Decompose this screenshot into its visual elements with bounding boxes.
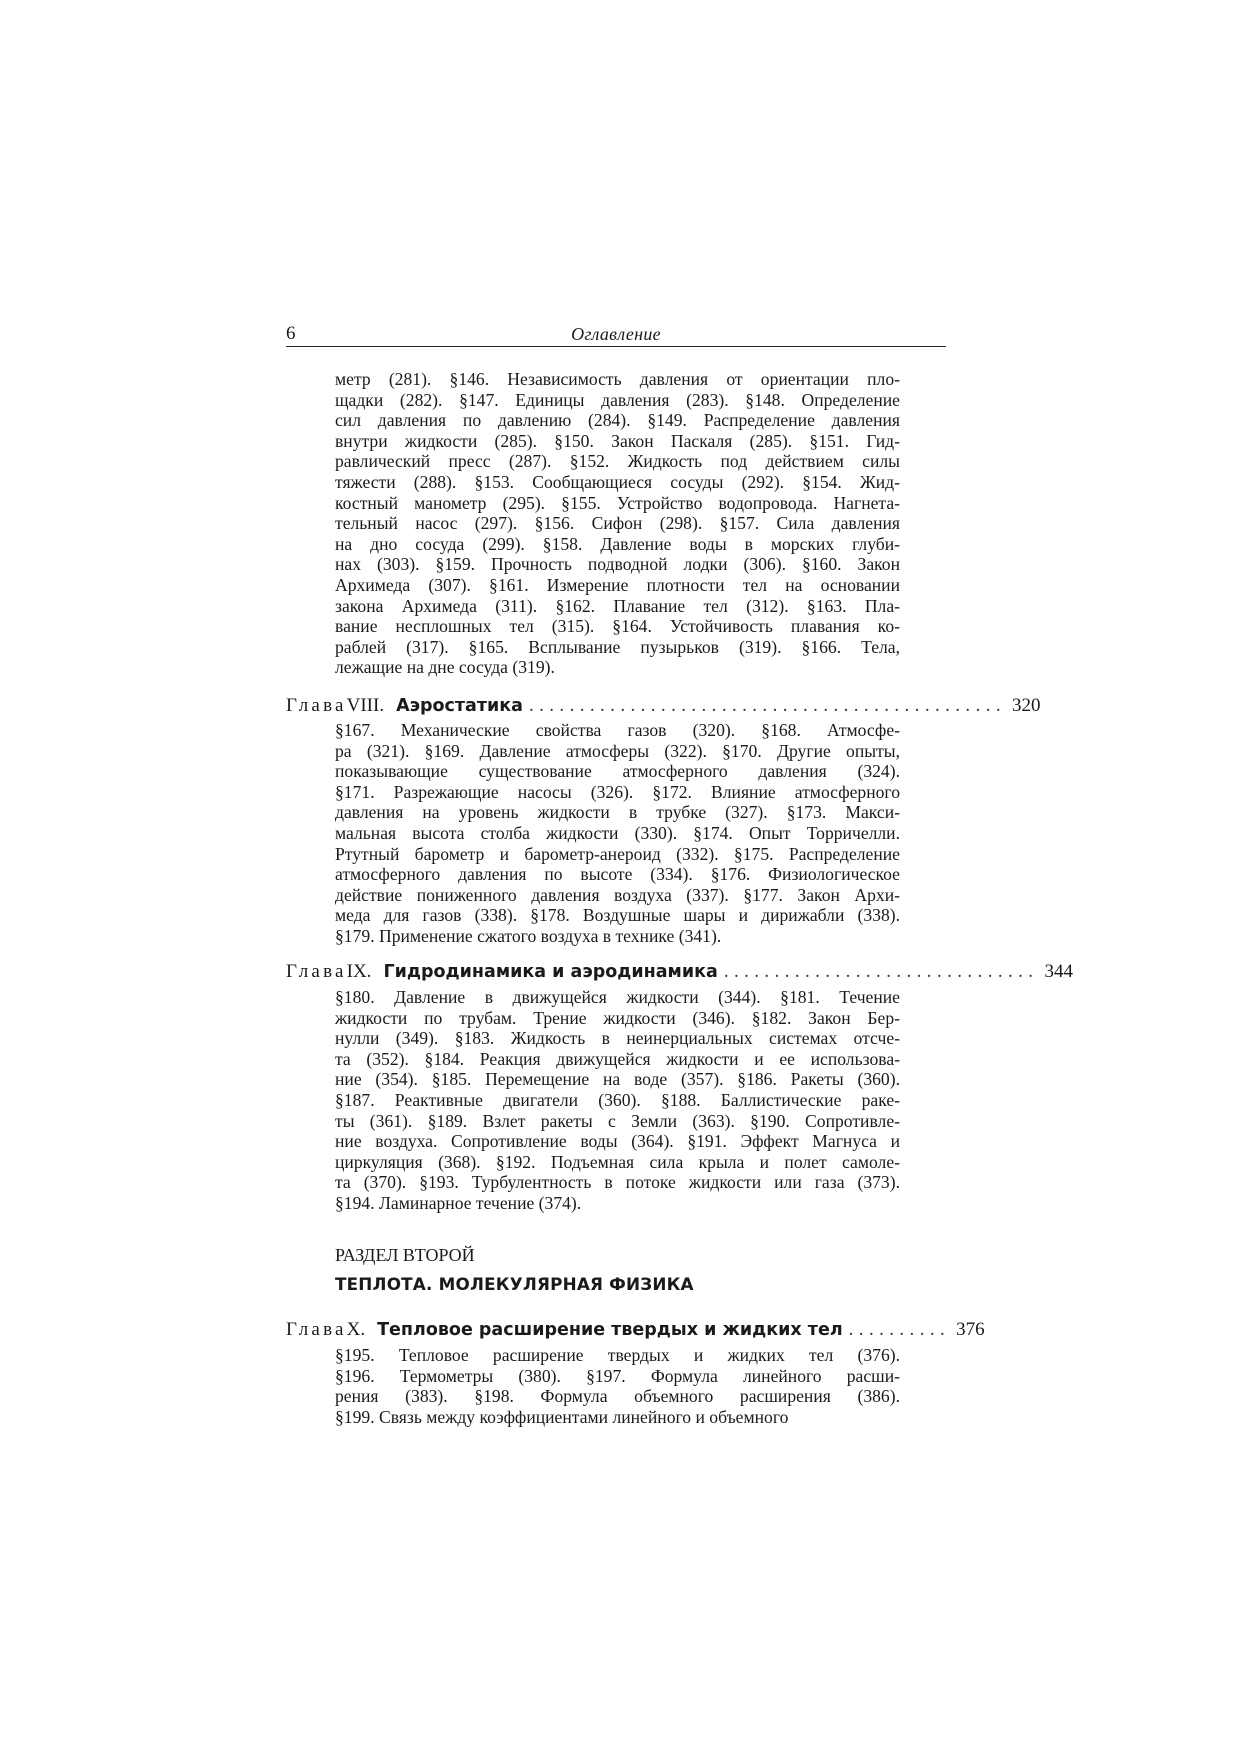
toc-line: равлический пресс (287). §152. Жидкость под действием силы [335,451,900,472]
toc-line: костный манометр (295). §155. Устройство водопровода. Нагнета- [335,492,900,513]
chapter-9-heading[interactable] [286,960,1073,984]
page-header [286,322,946,346]
section-label: РАЗДЕЛ ВТОРОЙ [335,1245,475,1265]
chapter-title: Тепловое расширение твердых и жидких тел [377,1320,843,1340]
intro-paragraph [335,369,900,678]
toc-line: закона Архимеда (311). §162. Плавание тел (312). §163. Пла- [335,595,900,616]
toc-line: метр (281). §146. Независимость давления от ориентации пло- [335,369,900,389]
chapter-label: Глава [286,961,347,982]
toc-line: §195. Тепловое расширение твердых и жидких тел (376). [335,1345,900,1365]
toc-line: ние воздуха. Сопротивление воды (364). §191. Эффект Магнуса и [335,1131,900,1152]
toc-line: та (352). §184. Реакция движущейся жидкости и ее использова- [335,1048,900,1069]
chapter-10-heading[interactable] [286,1318,985,1342]
toc-line: ние (354). §185. Перемещение на воде (357). §186. Ракеты (360). [335,1069,900,1090]
toc-line: сил давления по давлению (284). §149. Распределение давления [335,410,900,431]
toc-line: §167. Механические свойства газов (320). §168. Атмосфе- [335,720,900,740]
toc-line: §180. Давление в движущейся жидкости (344). §181. Течение [335,987,900,1007]
toc-line: на дно сосуда (299). §158. Давление воды в морских глуби- [335,533,900,554]
toc-line: рения (383). §198. Формула объемного расширения (386). [335,1386,900,1407]
toc-line: нулли (349). §183. Жидкость в неинерциальных системах отсче- [335,1028,900,1049]
toc-line: тельный насос (297). §156. Сифон (298). §157. Сила давления [335,513,900,534]
toc-line: §179. Применение сжатого воздуха в технике (341). [335,925,722,946]
chapter-number: VIII. [346,695,385,716]
toc-line: тяжести (288). §153. Сообщающиеся сосуды (292). §154. Жид- [335,471,900,492]
toc-line: щадки (282). §147. Единицы давления (283). §148. Определение [335,389,900,410]
toc-line: §171. Разрежающие насосы (326). §172. Влияние атмосферного [335,781,900,802]
toc-line: Архимеда (307). §161. Измерение плотности тел на основании [335,574,900,595]
toc-line: §194. Ламинарное течение (374). [335,1192,582,1213]
toc-line: §187. Реактивные двигатели (360). §188. Баллистические раке- [335,1089,900,1110]
toc-line: §199. Связь между коэффициентами линейного и объемного [335,1406,789,1427]
section-title: ТЕПЛОТА. МОЛЕКУЛЯРНАЯ ФИЗИКА [335,1274,694,1294]
chapter-number: IX. [346,961,372,982]
running-title: Оглавление [571,324,661,344]
chapter-number: X. [346,1319,366,1340]
toc-line: раблей (317). §165. Всплывание пузырьков (319). §166. Тела, [335,636,900,657]
toc-line: мальная высота столба жидкости (330). §174. Опыт Торричелли. [335,822,900,843]
toc-line: вание несплошных тел (315). §164. Устойчивость плавания ко- [335,616,900,637]
chapter-9-contents [335,987,900,1214]
toc-line: та (370). §193. Турбулентность в потоке жидкости или газа (373). [335,1172,900,1193]
chapter-page-number: 344 [1044,961,1073,982]
toc-line: ра (321). §169. Давление атмосферы (322). §170. Другие опыты, [335,740,900,761]
toc-line: циркуляция (368). §192. Подъемная сила крыла и полет самоле- [335,1151,900,1172]
chapter-title: Гидродинамика и аэродинамика [383,962,718,982]
page-number: 6 [286,323,296,344]
toc-line: ты (361). §189. Взлет ракеты с Земли (363). §190. Сопротивле- [335,1110,900,1131]
toc-line: действие пониженного давления воздуха (337). §177. Закон Архи- [335,884,900,905]
chapter-label: Глава [286,695,347,716]
header-rule [286,346,946,347]
toc-line: нах (303). §159. Прочность подводной лодки (306). §160. Закон [335,554,900,575]
chapter-10-contents [335,1345,900,1427]
toc-line: §196. Термометры (380). §197. Формула линейного расши- [335,1365,900,1386]
toc-line: показывающие существование атмосферного давления (324). [335,761,900,782]
toc-line: меда для газов (338). §178. Воздушные шары и дирижабли (338). [335,905,900,926]
chapter-8-heading[interactable] [286,694,1041,718]
toc-line: давления на уровень жидкости в трубке (327). §173. Макси- [335,802,900,823]
chapter-label: Глава [286,1319,347,1340]
toc-line: лежащие на дне сосуда (319). [335,657,555,678]
toc-line: жидкости по трубам. Трение жидкости (346). §182. Закон Бер- [335,1007,900,1028]
dot-leader: ............................................... [528,695,1007,716]
dot-leader: ............................... [723,961,1039,982]
toc-line: атмосферного давления по высоте (334). §176. Физиологическое [335,864,900,885]
chapter-title: Аэростатика [396,696,523,716]
chapter-8-contents [335,720,900,947]
toc-line: Ртутный барометр и барометр-анероид (332). §175. Распределение [335,843,900,864]
chapter-page-number: 376 [956,1319,985,1340]
toc-line: внутри жидкости (285). §150. Закон Паскаля (285). §151. Гид- [335,430,900,451]
chapter-page-number: 320 [1012,695,1041,716]
dot-leader: .......... [848,1319,951,1340]
